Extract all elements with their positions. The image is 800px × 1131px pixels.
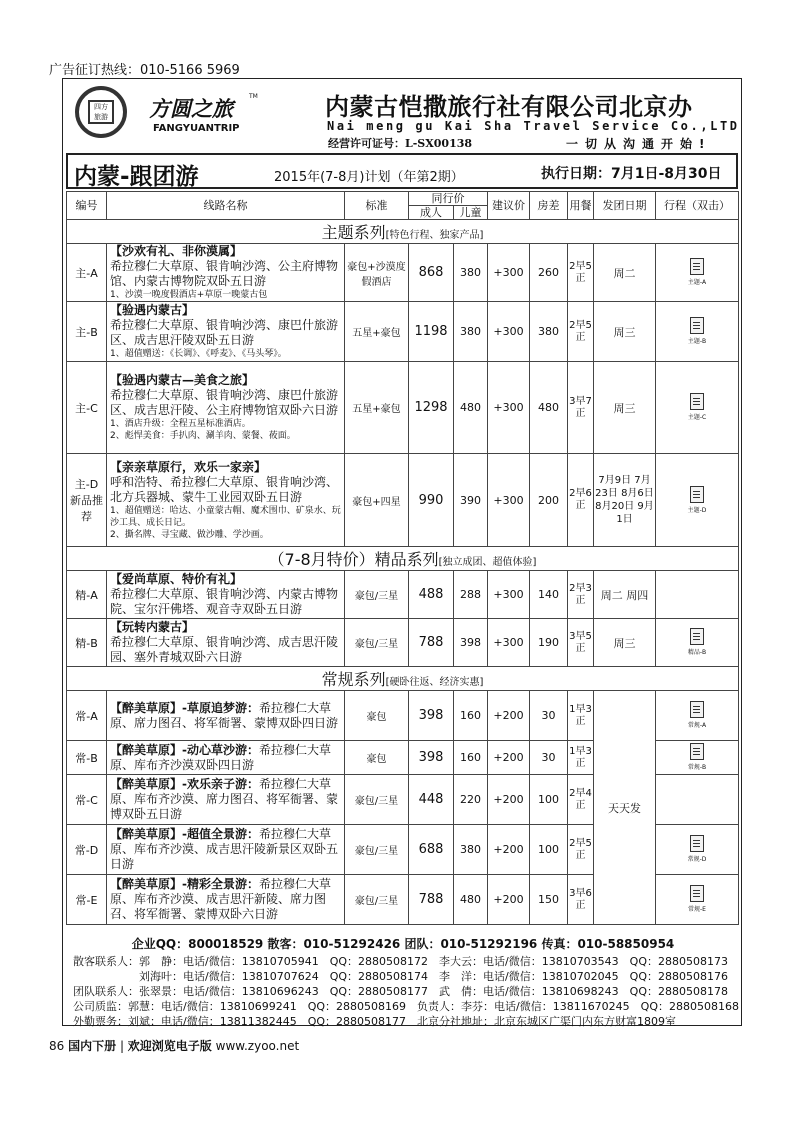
row-room: 30 — [530, 691, 568, 741]
row-meal: 1早3正 — [568, 691, 594, 741]
header-depart: 发团日期 — [594, 192, 656, 220]
contact-line: 散客联系人：郭 静：电话/微信：13810705941 QQ：2880508172 李大云：电话/微信：13810703543 QQ：2880508173 — [73, 955, 728, 968]
page-number: 86 — [49, 1039, 65, 1053]
route-body: 希拉穆仁大草原、银肯响沙湾、成吉思汗陵园、塞外青城双卧六日游 — [110, 635, 339, 664]
route-title: 【醉美草原】-欢乐亲子游： — [110, 777, 259, 791]
row-adult: 868 — [409, 244, 454, 302]
row-suggest: +300 — [488, 244, 530, 302]
row-depart: 周三 — [594, 362, 656, 454]
row-adult: 1198 — [409, 302, 454, 362]
document-icon[interactable] — [690, 835, 704, 852]
route-body: 希拉穆仁大草原、库布齐沙漠、席力图召、将军衙署、蒙博双卧五日游 — [110, 777, 339, 821]
document-icon[interactable] — [690, 701, 704, 718]
route-cell — [107, 454, 345, 547]
contact-line: 外勤票务：刘斌：电话/微信：13811382445 QQ：2880508177 北京分社地址：北京东城区广渠门内东方财富1809室 — [73, 1015, 676, 1028]
row-adult: 448 — [409, 775, 454, 825]
row-suggest: +300 — [488, 619, 530, 667]
route-body: 希拉穆仁大草原、库布齐沙漠、成吉思汗陵新景区双卧五日游 — [110, 827, 339, 871]
route-title: 【玩转内蒙古】 — [110, 620, 195, 634]
route-cell — [107, 619, 345, 667]
row-meal: 2早5正 — [568, 302, 594, 362]
document-icon[interactable] — [690, 317, 704, 334]
row-suggest: +300 — [488, 454, 530, 547]
company-name-en: Nai meng gu Kai Sha Travel Service Co.,LTD — [327, 119, 740, 133]
route-cell — [107, 244, 345, 302]
route-title: 【爱尚草原、特价有礼】 — [110, 572, 243, 586]
row-standard: 豪包/三星 — [345, 619, 409, 667]
row-room: 480 — [530, 362, 568, 454]
itinerary-caption: 主题-B — [687, 338, 707, 345]
row-child: 380 — [454, 302, 488, 362]
row-adult: 398 — [409, 741, 454, 775]
route-body: 希拉穆仁大草原、银肯响沙湾、康巴什旅游区、成吉思汗陵、公主府博物馆双卧六日游 — [110, 388, 339, 417]
row-child: 380 — [454, 825, 488, 875]
route-cell — [107, 775, 345, 825]
document-icon[interactable] — [690, 628, 704, 645]
contact-hotlines: 企业QQ：800018529 散客：010-51292426 团队：010-51292196 传真：010-58850954 — [131, 937, 675, 951]
route-body: 希拉穆仁大草原、席力图召、将军衙署、蒙博双卧四日游 — [110, 700, 339, 730]
row-standard: 豪包/三星 — [345, 775, 409, 825]
brand-logo-icon — [75, 86, 127, 138]
row-code: 精-B — [67, 619, 107, 667]
table-row — [67, 571, 739, 619]
itinerary-link[interactable] — [656, 454, 739, 547]
row-code: 常-C — [67, 775, 107, 825]
row-adult: 398 — [409, 691, 454, 741]
header-standard: 标准 — [345, 192, 409, 220]
row-code: 精-A — [67, 571, 107, 619]
itinerary-link[interactable] — [656, 362, 739, 454]
row-adult: 788 — [409, 875, 454, 925]
document-icon[interactable] — [690, 885, 704, 902]
row-room: 140 — [530, 571, 568, 619]
row-child: 288 — [454, 571, 488, 619]
route-cell — [107, 875, 345, 925]
row-suggest: +300 — [488, 362, 530, 454]
row-suggest: +300 — [488, 302, 530, 362]
row-suggest: +200 — [488, 875, 530, 925]
row-standard: 五星+豪包 — [345, 362, 409, 454]
row-child: 220 — [454, 775, 488, 825]
row-child: 480 — [454, 362, 488, 454]
header-itinerary: 行程（双击） — [656, 192, 739, 220]
row-code: 主-B — [67, 302, 107, 362]
price-table — [66, 191, 739, 925]
table-row — [67, 244, 739, 302]
itinerary-caption: 常规-A — [687, 722, 707, 729]
route-body: 希拉穆仁大草原、银肯响沙湾、内蒙古博物院、宝尔汗佛塔、观音寺双卧五日游 — [110, 587, 339, 616]
table-row — [67, 454, 739, 547]
row-standard: 豪包 — [345, 741, 409, 775]
route-title: 【亲亲草原行，欢乐一家亲】 — [110, 459, 267, 474]
route-note: 2、撕名牌、寻宝藏、做沙雕、学沙画。 — [110, 529, 269, 540]
table-row — [67, 362, 739, 454]
route-title: 【沙欢有礼、非你漠属】 — [110, 244, 243, 258]
row-standard: 豪包+沙漠度假酒店 — [345, 244, 409, 302]
row-room: 100 — [530, 825, 568, 875]
logo-seal: 四方 旅游 — [88, 100, 114, 124]
row-code: 主-A — [67, 244, 107, 302]
itinerary-cell — [656, 775, 739, 825]
row-meal: 2早5正 — [568, 244, 594, 302]
route-cell — [107, 825, 345, 875]
route-note: 1、超值赠送：哈达、小童蒙古帽、魔术围巾、矿泉水、玩沙工具、成长日记。 — [110, 505, 341, 528]
header-route: 线路名称 — [107, 192, 345, 220]
company-name-cn: 内蒙古恺撒旅行社有限公司北京办 — [325, 93, 693, 121]
route-cell — [107, 691, 345, 741]
row-meal: 3早5正 — [568, 619, 594, 667]
row-standard: 五星+豪包 — [345, 302, 409, 362]
header-adult: 成人 — [409, 206, 454, 220]
route-body: 希拉穆仁大草原、库布齐沙漠、成吉思汗新陵、席力图召、将军衙署、蒙博双卧六日游 — [110, 877, 331, 921]
section-row — [67, 547, 739, 571]
document-frame — [62, 78, 742, 1026]
header-code: 编号 — [67, 192, 107, 220]
footer-promo: 欢迎浏览电子版 — [127, 1039, 212, 1053]
table-row — [67, 302, 739, 362]
row-code: 常-B — [67, 741, 107, 775]
document-icon[interactable] — [690, 393, 704, 410]
document-icon[interactable] — [690, 486, 704, 503]
row-meal: 3早6正 — [568, 875, 594, 925]
row-standard: 豪包/三星 — [345, 825, 409, 875]
table-row — [67, 691, 739, 741]
row-adult: 788 — [409, 619, 454, 667]
route-body: 希拉穆仁大草原、银肯响沙湾、康巴什旅游区、成吉思汗陵双卧五日游 — [110, 318, 339, 347]
row-room: 380 — [530, 302, 568, 362]
row-child: 480 — [454, 875, 488, 925]
page-title: 内蒙-跟团游 — [74, 164, 199, 190]
itinerary-link[interactable] — [656, 691, 739, 741]
execution-date: 执行日期：7月1日-8月30日 — [541, 166, 722, 182]
row-adult: 488 — [409, 571, 454, 619]
row-child: 380 — [454, 244, 488, 302]
route-title: 【验遇内蒙古】 — [110, 303, 195, 317]
section-title: （7-8月特价）精品系列 — [268, 550, 439, 569]
route-cell — [107, 571, 345, 619]
brand-name-cn: 方圆之旅 — [149, 96, 233, 121]
route-note: 1、酒店升级：全程五星标准酒店。 — [110, 419, 251, 429]
row-adult: 1298 — [409, 362, 454, 454]
itinerary-link[interactable] — [656, 875, 739, 925]
row-child: 160 — [454, 741, 488, 775]
document-icon[interactable] — [690, 258, 704, 275]
contact-block — [73, 937, 739, 1029]
footer-url[interactable]: www.zyoo.net — [215, 1039, 300, 1053]
row-room: 190 — [530, 619, 568, 667]
contact-line: 公司质监：郭慧：电话/微信：13810699241 QQ：2880508169 负责人：李芬：电话/微信：13811670245 QQ：2880508168 — [73, 1000, 739, 1013]
row-room: 100 — [530, 775, 568, 825]
row-suggest: +200 — [488, 741, 530, 775]
row-suggest: +200 — [488, 825, 530, 875]
itinerary-link[interactable] — [656, 825, 739, 875]
route-cell — [107, 362, 345, 454]
contact-line: 刘海叶：电话/微信：13810707624 QQ：2880508174 李 洋：电话/微信：13810702045 QQ：2880508176 — [73, 970, 728, 983]
document-icon[interactable] — [690, 743, 704, 760]
row-code: 常-E — [67, 875, 107, 925]
row-adult: 688 — [409, 825, 454, 875]
page-footer: 86 国内下册 | 欢迎浏览电子版 www.zyoo.net — [49, 1039, 300, 1053]
header-suggest: 建议价 — [488, 192, 530, 220]
section-row — [67, 220, 739, 244]
itinerary-caption: 常规-B — [687, 764, 707, 771]
row-suggest: +300 — [488, 571, 530, 619]
row-child: 390 — [454, 454, 488, 547]
row-depart: 天天发 — [594, 691, 656, 925]
row-meal: 1早3正 — [568, 741, 594, 775]
row-room: 260 — [530, 244, 568, 302]
contact-line: 团队联系人：张翠景：电话/微信：13810696243 QQ：2880508177 武 倩：电话/微信：13810698243 QQ：2880508178 — [73, 985, 728, 998]
itinerary-caption: 精品-B — [687, 649, 707, 656]
section-subtitle: [硬卧往返、经济实惠] — [385, 677, 484, 688]
section-subtitle: [特色行程、独家产品] — [385, 230, 484, 241]
company-slogan: 一切从沟通开始! — [566, 137, 712, 151]
route-body: 希拉穆仁大草原、库布齐沙漠双卧四日游 — [110, 742, 331, 772]
row-room: 30 — [530, 741, 568, 775]
row-depart: 7月9日 7月23日 8月6日 8月20日 9月1日 — [594, 454, 656, 547]
section-title: 主题系列 — [321, 223, 386, 242]
row-depart: 周二 — [594, 244, 656, 302]
route-note: 1、超值赠送：《长调》、《呼麦》、《马头琴》。 — [110, 349, 287, 359]
footer-section: 国内下册 — [68, 1039, 117, 1053]
itinerary-link[interactable] — [656, 741, 739, 775]
row-room: 150 — [530, 875, 568, 925]
row-standard: 豪包 — [345, 691, 409, 741]
row-meal: 2早3正 — [568, 571, 594, 619]
row-suggest: +200 — [488, 775, 530, 825]
header-child: 儿童 — [454, 206, 488, 220]
row-meal: 3早7正 — [568, 362, 594, 454]
itinerary-cell — [656, 571, 739, 619]
header-group-price: 同行价 — [409, 192, 488, 206]
itinerary-link[interactable] — [656, 619, 739, 667]
row-code: 常-D — [67, 825, 107, 875]
route-title: 【醉美草原】-超值全景游： — [110, 827, 259, 841]
table-row — [67, 619, 739, 667]
title-bar — [66, 153, 738, 189]
route-title: 【醉美草原】-草原追梦游： — [110, 700, 259, 715]
brand-trademark: TM — [249, 93, 258, 100]
row-suggest: +200 — [488, 691, 530, 741]
row-code — [67, 454, 107, 547]
row-code-text: 主-D — [74, 478, 99, 491]
itinerary-caption: 主题-D — [687, 506, 707, 514]
row-standard: 豪包/三星 — [345, 571, 409, 619]
section-row — [67, 667, 739, 691]
itinerary-link[interactable] — [656, 302, 739, 362]
section-title: 常规系列 — [321, 670, 386, 689]
plan-period: 2015年(7-8月)计划（年第2期） — [274, 170, 464, 185]
route-cell — [107, 302, 345, 362]
route-cell — [107, 741, 345, 775]
row-standard: 豪包+四星 — [345, 454, 409, 547]
row-adult: 990 — [409, 454, 454, 547]
row-code: 常-A — [67, 691, 107, 741]
row-meal: 2早5正 — [568, 825, 594, 875]
itinerary-caption: 常规-E — [688, 906, 706, 913]
row-child: 160 — [454, 691, 488, 741]
itinerary-caption: 主题-A — [687, 279, 707, 286]
route-body: 呼和浩特、希拉穆仁大草原、银肯响沙湾、北方兵器城、蒙牛工业园双卧五日游 — [110, 474, 339, 504]
section-subtitle: [独立成团、超值体验] — [438, 557, 537, 568]
row-child: 398 — [454, 619, 488, 667]
row-meal: 2早4正 — [568, 775, 594, 825]
itinerary-link[interactable] — [656, 244, 739, 302]
itinerary-caption: 常规-D — [687, 856, 707, 863]
header-room: 房差 — [530, 192, 568, 220]
row-depart: 周三 — [594, 302, 656, 362]
header-meal: 用餐 — [568, 192, 594, 220]
row-depart: 周三 — [594, 619, 656, 667]
row-room: 200 — [530, 454, 568, 547]
route-title: 【醉美草原】-动心草沙游： — [110, 742, 259, 757]
brand-name-en: FANGYUANTRIP — [153, 123, 240, 134]
row-code: 主-C — [67, 362, 107, 454]
row-meal: 2早6正 — [568, 454, 594, 547]
route-title: 【醉美草原】-精彩全景游： — [110, 877, 259, 891]
itinerary-caption: 主题-C — [687, 414, 707, 421]
route-title: 【验遇内蒙古—美食之旅】 — [110, 373, 255, 387]
route-body: 希拉穆仁大草原、银肯响沙湾、公主府博物馆、内蒙古博物院双卧五日游 — [110, 259, 339, 288]
new-product-badge: 新品推荐 — [70, 494, 103, 523]
row-standard: 豪包/三星 — [345, 875, 409, 925]
route-note: 2、彪悍美食：手扒肉、涮羊肉、蒙餐、莜面。 — [110, 431, 296, 441]
ad-hotline: 广告征订热线：010-5166 5969 — [49, 63, 240, 78]
row-depart: 周二 周四 — [594, 571, 656, 619]
route-note: 1、沙漠一晚度假酒店+草原一晚蒙古包 — [110, 290, 268, 300]
license-number: 经营许可证号：L-SX00138 — [328, 137, 473, 150]
